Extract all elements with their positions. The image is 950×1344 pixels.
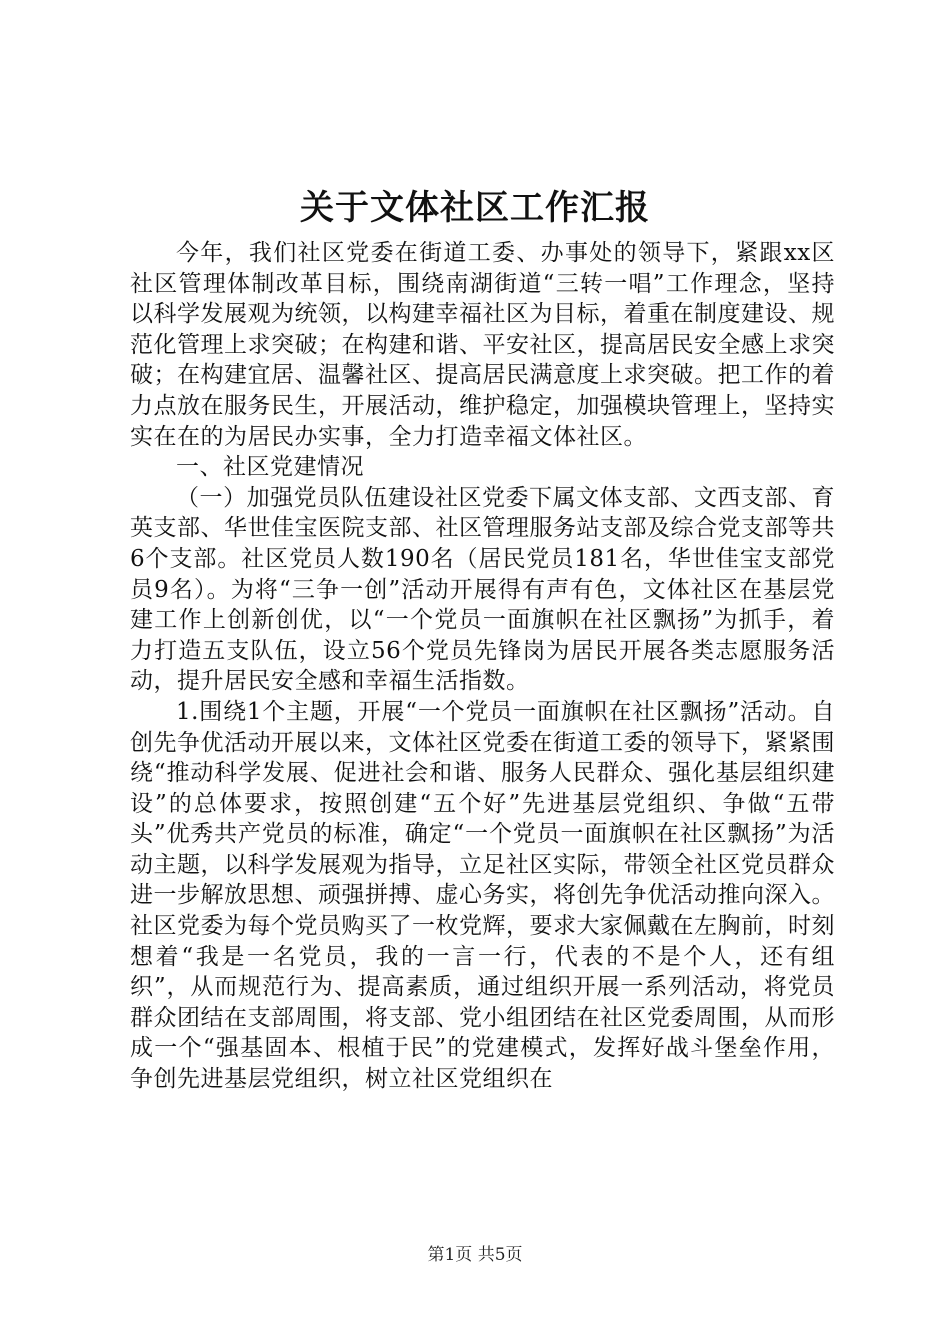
item-paragraph: 1.围绕1个主题，开展“一个党员一面旗帜在社区飘扬”活动。自创先争优活动开展以来，文体社区党委在街道工委的领导下，紧紧围绕“推动科学发展、促进社会和谐、服务人民群众、强化基层组织建设”的总体要求，按照创建“五个好”先进基层党组织、争做“五带头”优秀共产党员的标准，确定“一个党员一面旗帜在社区飘扬”为活动主题，以科学发展观为指导，立足社区实际，带领全社区党员群众进一步解放思想、顽强拼搏、虚心务实，将创先争优活动推向深入。社区党委为每个党员购买了一枚党辉，要求大家佩戴在左胸前，时刻想着“我是一名党员，我的一言一行，代表的不是个人，还有组织”，从而规范行为、提高素质，通过组织开展一系列活动，将党员群众团结在支部周围，将支部、党小组团结在社区党委周围，从而形成一个“强基固本、根植于民”的党建模式，发挥好战斗堡垒作用，争创先进基层党组织，树立社区党组织在 xyxy=(130,698,835,1093)
page-footer: 第1页 共5页 xyxy=(427,1245,523,1265)
section-heading: 一、社区党建情况 xyxy=(176,454,364,481)
subsection-paragraph: （一）加强党员队伍建设社区党委下属文体支部、文西支部、育英支部、华世佳宝医院支部、社区管理服务站支部及综合党支部等共6个支部。社区党员人数190名（居民党员181名，华世佳宝支部党员9名）。为将“三争一创”活动开展得有声有色，文体社区在基层党建工作上创新创优，以“一个党员一面旗帜在社区飘扬”为抓手，着力打造五支队伍，设立56个党员先锋岗为居民开展各类志愿服务活动，提升居民安全感和幸福生活指数。 xyxy=(130,484,835,695)
document-title: 关于文体社区工作汇报 xyxy=(300,188,650,228)
document-body xyxy=(130,238,835,1095)
intro-paragraph: 今年，我们社区党委在街道工委、办事处的领导下，紧跟xx区社区管理体制改革目标，围绕南湖街道“三转一唱”工作理念，坚持以科学发展观为统领，以构建幸福社区为目标，着重在制度建设、规范化管理上求突破；在构建和谐、平安社区，提高居民安全感上求突破；在构建宜居、温馨社区、提高居民满意度上求突破。把工作的着力点放在服务民生，开展活动，维护稳定，加强模块管理上，坚持实实在在的为居民办实事，全力打造幸福文体社区。 xyxy=(130,240,835,450)
